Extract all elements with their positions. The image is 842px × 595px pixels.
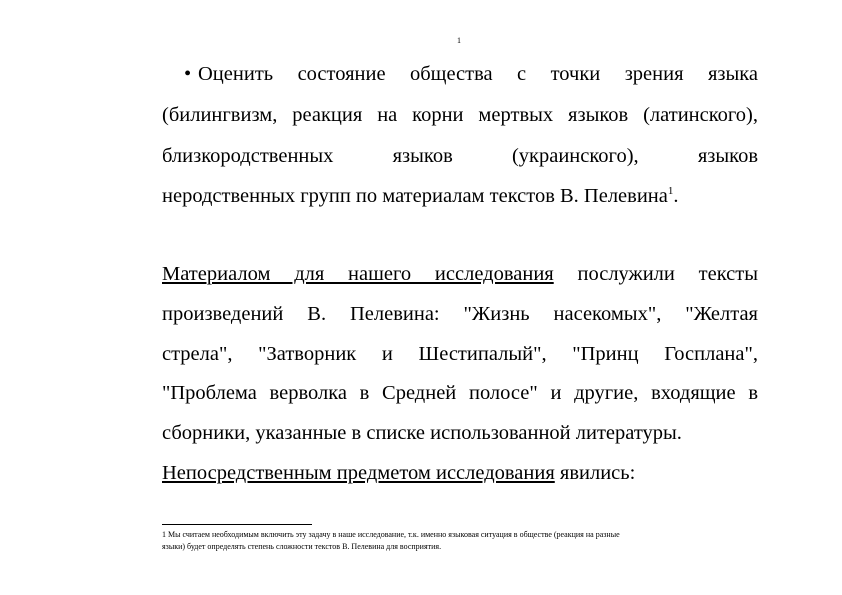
footnote-line-2: языки) будет определять степень сложности текстов В. Пелевина для восприятия. xyxy=(162,542,442,551)
subject-rest: явились: xyxy=(554,462,636,484)
footnote-line-1: 1 Мы считаем необходимым включить эту задачу в наше исследование, т.к. именно языковая ситуация в обществе (реакция на разные xyxy=(162,530,620,539)
bullet-text-1: Оценить состояние общества с точки зрения языка xyxy=(198,63,758,85)
material-line-3: стрела", "Затворник и Шестипалый", "Принц Госплана", xyxy=(162,343,758,365)
bullet-line-4 xyxy=(162,184,758,208)
material-line-1-rest: послужили тексты xyxy=(553,263,758,285)
material-line-2: произведений В. Пелевина: "Жизнь насекомых", "Желтая xyxy=(162,303,758,325)
material-heading: Материалом для нашего исследования xyxy=(162,263,554,285)
bullet-line-2: (билингвизм, реакция на корни мертвых языков (латинского), xyxy=(162,104,758,126)
subject-line xyxy=(162,461,758,485)
footnote-divider xyxy=(162,524,312,525)
bullet-line-3: близкородственных языков (украинского), языков xyxy=(162,145,758,167)
bullet-end-punct: . xyxy=(673,185,679,207)
material-line-4: "Проблема верволка в Средней полосе" и другие, входящие в xyxy=(162,382,758,404)
page-number: 1 xyxy=(457,36,461,45)
subject-heading: Непосредственным предметом исследования xyxy=(162,462,555,484)
bullet-text-4: неродственных групп по материалам текстов В. Пелевина xyxy=(162,185,668,207)
material-line-5: сборники, указанные в списке использованной литературы. xyxy=(162,422,682,444)
bullet-marker: • xyxy=(184,63,192,85)
material-line-1 xyxy=(162,262,758,286)
footnote-reference[interactable]: 1 xyxy=(667,185,674,198)
bullet-line-1 xyxy=(162,62,758,86)
